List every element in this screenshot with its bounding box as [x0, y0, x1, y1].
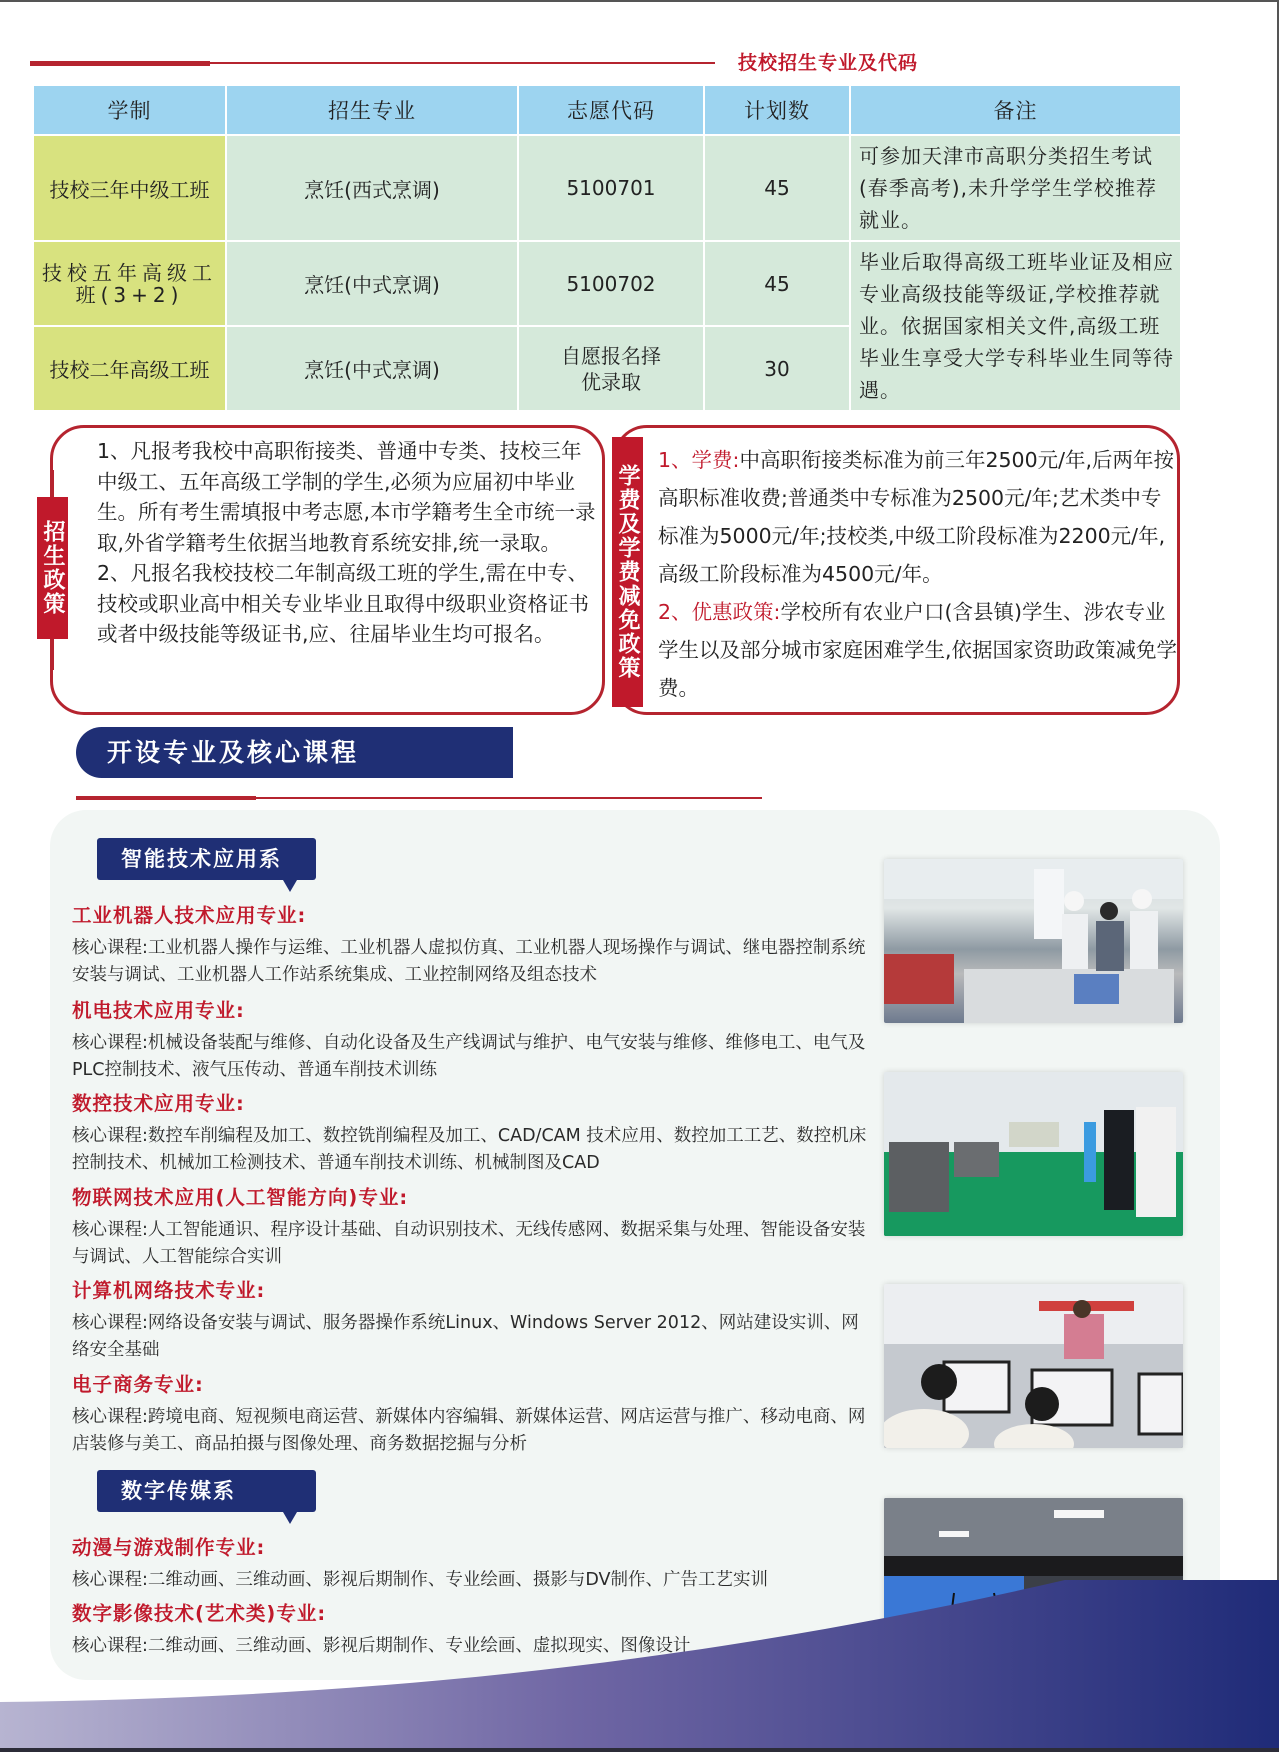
- cell-code: 5100701: [518, 135, 704, 241]
- major-item: [72, 901, 872, 989]
- cnc-workshop-illustration: [884, 1072, 1183, 1236]
- major-title: 动漫与游戏制作专业:: [72, 1536, 266, 1559]
- major-courses: 核心课程:人工智能通识、程序设计基础、自动识别技术、无线传感网、数据采集与处理、智能设备安装与调试、人工智能综合实训: [72, 1220, 866, 1267]
- photo-robotics-lab: [884, 859, 1183, 1023]
- major-courses: 核心课程:二维动画、三维动画、影视后期制作、专业绘画、摄影与DV制作、广告工艺实训: [72, 1570, 769, 1590]
- cell-note: 可参加天津市高职分类招生考试(春季高考),未升学学生学校推荐就业。: [850, 135, 1181, 241]
- major-item: [72, 1089, 872, 1177]
- major-title: 数字影像技术(艺术类)专业:: [72, 1602, 327, 1625]
- table-row: [33, 241, 1181, 326]
- cell-plan: 45: [704, 241, 850, 326]
- section-divider-accent: [30, 61, 210, 66]
- major-courses: 核心课程:数控车削编程及加工、数控铣削编程及加工、CAD/CAM 技术应用、数控加工工艺、数控机床控制技术、机械加工检测技术、普通车削技术训练、机械制图及CAD: [72, 1126, 867, 1173]
- cell-major: 烹饪(西式烹调): [226, 135, 518, 241]
- fee-policy-label: 2、优惠政策:: [658, 600, 781, 624]
- cell-plan: 30: [704, 326, 850, 411]
- photo-computer-lab: [884, 1284, 1183, 1448]
- cell-system: 技校五年高级工班(3+2): [33, 241, 226, 326]
- enrollment-table: [32, 84, 1182, 412]
- table-row: [33, 135, 1181, 241]
- major-title: 计算机网络技术专业:: [72, 1279, 266, 1302]
- enrollment-policy-item: 1、凡报考我校中高职衔接类、普通中专类、技校三年中级工、五年高级工学制的学生,必须为应届初中毕业生。所有考生需填报中考志愿,本市学籍考生全市统一录取,外省学籍考生依据当地教育系统安排,统一录取。: [97, 439, 596, 555]
- courses-section-banner: 开设专业及核心课程: [76, 727, 513, 778]
- column-header-note: 备注: [850, 85, 1181, 135]
- enrollment-policy-item: 2、凡报名我校技校二年制高级工班的学生,需在中专、技校或职业高中相关专业毕业且取得中级职业资格证书或者中级技能等级证书,应、往届毕业生均可报名。: [97, 561, 589, 646]
- major-title: 机电技术应用专业:: [72, 999, 245, 1022]
- major-title: 物联网技术应用(人工智能方向)专业:: [72, 1186, 409, 1209]
- photo-cnc-workshop: [884, 1072, 1183, 1236]
- fee-policy-item: [658, 593, 1178, 707]
- major-courses: 核心课程:网络设备安装与调试、服务器操作系统Linux、Windows Server 2012、网站建设实训、网络安全基础: [72, 1313, 859, 1360]
- fee-policy-item: [658, 441, 1178, 593]
- enrollment-policy-text: [97, 436, 597, 650]
- major-courses: 核心课程:机械设备装配与维修、自动化设备及生产线调试与维护、电气安装与维修、维修电工、电气及PLC控制技术、液气压传动、普通车削技术训练: [72, 1033, 866, 1080]
- cell-code: 自愿报名择优录取: [518, 326, 704, 411]
- major-item: [72, 1370, 872, 1458]
- department-tag-digital-media: 数字传媒系: [97, 1470, 316, 1512]
- robotics-lab-illustration: [884, 859, 1183, 1023]
- cell-major: 烹饪(中式烹调): [226, 241, 518, 326]
- cell-major: 烹饪(中式烹调): [226, 326, 518, 411]
- major-courses: 核心课程:工业机器人操作与运维、工业机器人虚拟仿真、工业机器人现场操作与调试、继电器控制系统安装与调试、工业机器人工作站系统集成、工业控制网络及组态技术: [72, 938, 866, 985]
- column-header-system: 学制: [33, 85, 226, 135]
- major-item: [72, 1183, 872, 1271]
- major-item: [72, 1276, 872, 1364]
- department-tag-smart-tech: 智能技术应用系: [97, 838, 316, 880]
- major-title: 数控技术应用专业:: [72, 1092, 245, 1115]
- column-header-plan: 计划数: [704, 85, 850, 135]
- enrollment-policy-tag: 招生政策: [37, 497, 68, 639]
- column-header-major: 招生专业: [226, 85, 518, 135]
- major-item: [72, 996, 872, 1084]
- cell-system: 技校三年中级工班: [33, 135, 226, 241]
- major-title: 电子商务专业:: [72, 1373, 204, 1396]
- cell-note: 毕业后取得高级工班毕业证及相应专业高级技能等级证,学校推荐就业。依据国家相关文件,高级工班毕业生享受大学专科毕业生同等待遇。: [850, 241, 1181, 411]
- cell-plan: 45: [704, 135, 850, 241]
- fee-policy-tag: 学费及学费减免政策: [612, 437, 643, 707]
- column-header-code: 志愿代码: [518, 85, 704, 135]
- fee-policy-body: 中高职衔接类标准为前三年2500元/年,后两年按高职标准收费;普通类中专标准为2500元/年;艺术类中专标准为5000元/年;技校类,中级工阶段标准为2200元/年,高级工阶段标准为4500元/年。: [658, 448, 1175, 586]
- fee-policy-label: 1、学费:: [658, 448, 740, 472]
- section-title: 技校招生专业及代码: [738, 52, 919, 74]
- cell-code: 5100702: [518, 241, 704, 326]
- fee-policy-text: [658, 441, 1178, 707]
- fee-policy-body: 学校所有农业户口(含县镇)学生、涉农专业学生以及部分城市家庭困难学生,依据国家资助政策减免学费。: [658, 600, 1178, 700]
- major-title: 工业机器人技术应用专业:: [72, 904, 307, 927]
- major-courses: 核心课程:二维动画、三维动画、影视后期制作、专业绘画、虚拟现实、图像设计: [72, 1636, 691, 1656]
- table-header-row: [33, 85, 1181, 135]
- computer-lab-illustration: [884, 1284, 1183, 1448]
- courses-divider-accent: [76, 796, 256, 800]
- bottom-decorative-swoosh: [0, 1580, 1279, 1752]
- major-courses: 核心课程:跨境电商、短视频电商运营、新媒体内容编辑、新媒体运营、网店运营与推广、移动电商、网店装修与美工、商品拍摄与图像处理、商务数据挖掘与分析: [72, 1407, 866, 1454]
- cell-system: 技校二年高级工班: [33, 326, 226, 411]
